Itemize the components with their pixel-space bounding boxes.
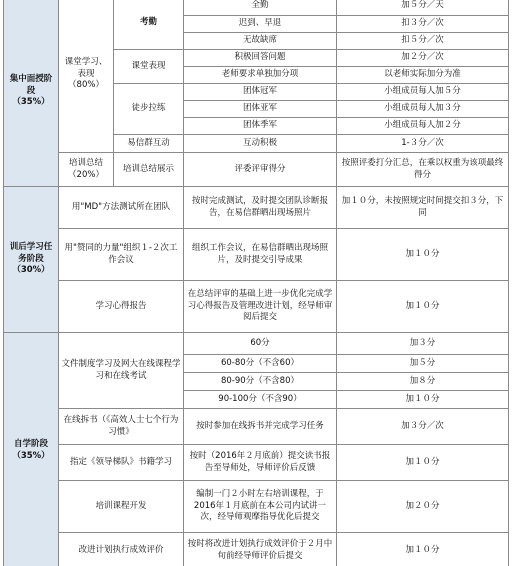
score-cell: 小组成员每人加５分 <box>337 84 509 101</box>
table-row <box>4 0 509 16</box>
category-cell: 徒步拉练 <box>114 84 184 135</box>
range-cell: 90-100分（不含90） <box>184 391 337 409</box>
table-row <box>4 409 509 445</box>
group-cell <box>59 0 114 153</box>
category-cell: 易信群互动 <box>114 135 184 153</box>
score-cell: 加５分 <box>337 355 509 373</box>
stage-weight: （35%） <box>12 450 50 461</box>
range-cell: 80-90分（不含80） <box>184 373 337 391</box>
desc-cell: 按时将改进计划执行成效评价于２月中旬前经导师评价后提交 <box>184 533 337 566</box>
category-cell: 培训总结展示 <box>114 153 184 187</box>
score-cell: 加１０分，未按照规定时间提交扣３分，下同 <box>337 187 509 229</box>
desc-cell: 编制一门２小时左右培训课程，于2016年１月底前在本公司内试讲一次，经导师观摩指导优化后提交 <box>184 481 337 533</box>
score-cell: 小组成员每人加２分 <box>337 118 509 135</box>
category-cell: 课堂表现 <box>114 50 184 84</box>
score-cell: 加２分／次 <box>337 50 509 67</box>
stage-weight: （35%） <box>12 97 50 108</box>
table-row <box>4 281 509 333</box>
task-cell: 用"赞同的力量"组织１-２次工作会议 <box>59 229 184 281</box>
category-cell: 考勤 <box>114 0 184 50</box>
score-cell: 加５分／天 <box>337 0 509 16</box>
table-row <box>4 445 509 481</box>
table-row <box>4 187 509 229</box>
group-weight: （20%） <box>68 169 104 180</box>
range-cell: 60-80分（不含60） <box>184 355 337 373</box>
score-cell: 加１０分 <box>337 229 509 281</box>
stage-cell <box>4 0 59 187</box>
score-cell: 加８分 <box>337 373 509 391</box>
stage-name: 集中面授阶段 <box>9 74 53 96</box>
group-weight: （80%） <box>68 80 104 91</box>
item-cell: 老师要求单独加分项 <box>184 67 337 84</box>
item-cell: 评委评审得分 <box>184 153 337 187</box>
table-row <box>4 481 509 533</box>
score-cell: 加３分 <box>337 333 509 355</box>
stage-cell <box>4 187 59 333</box>
score-cell: 小组成员每人加３分 <box>337 101 509 118</box>
task-cell: 用"MD"方法测试所在团队 <box>59 187 184 229</box>
task-cell: 培训课程开发 <box>59 481 184 533</box>
table-row <box>4 153 509 187</box>
item-cell: 全勤 <box>184 0 337 16</box>
score-cell: 加１０分 <box>337 281 509 333</box>
item-cell: 互动积极 <box>184 135 337 153</box>
desc-cell: 按时参加在线拆书并完成学习任务 <box>184 409 337 445</box>
item-cell: 迟到、早退 <box>184 16 337 33</box>
score-cell: 加２０分 <box>337 481 509 533</box>
item-cell: 团体季军 <box>184 118 337 135</box>
score-cell: 按照评委打分汇总，在乘以权重为该项最终得分 <box>337 153 509 187</box>
task-cell: 指定《领导梯队》书籍学习 <box>59 445 184 481</box>
group-name: 课堂学习、表现 <box>64 57 108 79</box>
task-cell: 文件制度学习及网大在线课程学习和在线考试 <box>59 333 184 409</box>
stage-weight: （30%） <box>12 265 50 276</box>
item-cell: 团体亚军 <box>184 101 337 118</box>
table-row <box>4 229 509 281</box>
score-cell: 扣３分／次 <box>337 16 509 33</box>
item-cell: 无故缺席 <box>184 33 337 50</box>
score-cell: 加１０分 <box>337 391 509 409</box>
group-name: 培训总结 <box>68 158 103 169</box>
score-cell: 加３分／次 <box>337 409 509 445</box>
task-cell: 在线拆书（《高效人士七个行为习惯》 <box>59 409 184 445</box>
stage-name: 自学阶段 <box>13 439 48 450</box>
range-cell: 60分 <box>184 333 337 355</box>
stage-cell <box>4 333 59 566</box>
task-cell: 学习心得报告 <box>59 281 184 333</box>
score-cell: 扣５分／次 <box>337 33 509 50</box>
score-cell: 加１０分 <box>337 445 509 481</box>
task-cell: 改进计划执行成效评价 <box>59 533 184 566</box>
item-cell: 积极回答问题 <box>184 50 337 67</box>
desc-cell: 组织工作会议，在易信群晒出现场照片，及时提交引导成果 <box>184 229 337 281</box>
item-cell: 团体冠军 <box>184 84 337 101</box>
table-row <box>4 333 509 355</box>
table-row <box>4 533 509 566</box>
score-cell: 1-３分／次 <box>337 135 509 153</box>
training-score-table <box>3 0 509 566</box>
desc-cell: 按时完成测试，及时提交团队诊断报告，在易信群晒出现场照片 <box>184 187 337 229</box>
stage-name: 训后学习任务阶段 <box>9 242 53 264</box>
group-cell <box>59 153 114 187</box>
desc-cell: 按时（2016年２月底前）提交读书报告至导师处，导师评价后反馈 <box>184 445 337 481</box>
score-cell: 以老师实际加分为准 <box>337 67 509 84</box>
score-cell: 加１０分 <box>337 533 509 566</box>
desc-cell: 在总结评审的基础上进一步优化完成学习心得报告及管理改进计划，经导师审阅后提交 <box>184 281 337 333</box>
